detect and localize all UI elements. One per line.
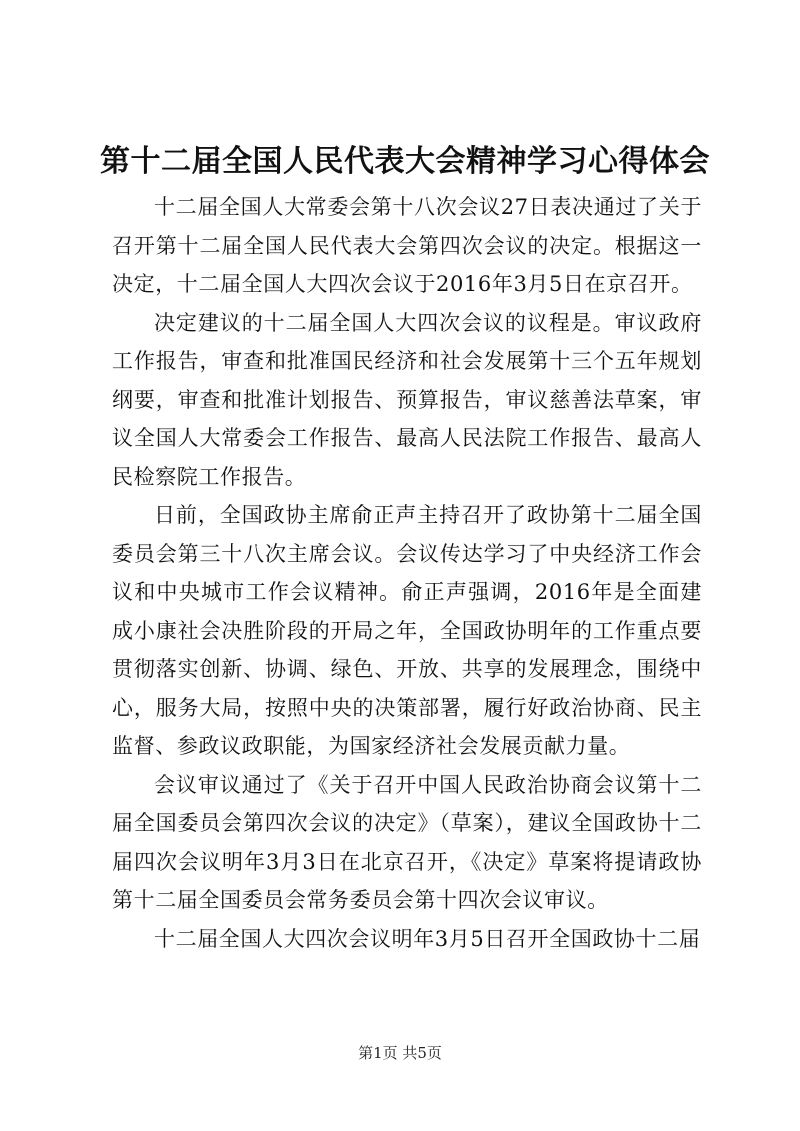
paragraph-5: 十二届全国人大四次会议明年3月5日召开全国政协十二届 — [154, 926, 701, 951]
paragraph-3: 日前，全国政协主席俞正声主持召开了政协第十二届全国委员会第三十八次主席会议。会议传达学习了中央经济工作会议和中央城市工作会议精神。俞正声强调，2016年是全面建成小康社会决胜阶段的开局之年，全国政协明年的工作重点要贯彻落实创新、协调、绿色、开放、共享的发展理念，围绕中心，服务大局，按照中央的决策部署，履行好政治协商、民主监督、参政议政职能，为国家经济社会发展贡献力量。 — [112, 503, 702, 758]
page-footer: 第1页 共5页 — [358, 1044, 442, 1062]
paragraph-2: 决定建议的十二届全国人大四次会议的议程是。审议政府工作报告，审查和批准国民经济和社会发展第十三个五年规划纲要，审查和批准计划报告、预算报告，审议慈善法草案，审议全国人大常委会工作报告、最高人民法院工作报告、最高人民检察院工作报告。 — [112, 310, 702, 489]
document-body — [112, 188, 702, 958]
paragraph-4: 会议审议通过了《关于召开中国人民政治协商会议第十二届全国委员会第四次会议的决定》（草案），建议全国政协十二届四次会议明年3月3日在北京召开，《决定》草案将提请政协第十二届全国委员会常务委员会第十四次会议审议。 — [112, 772, 702, 912]
document-title: 第十二届全国人民代表大会精神学习心得体会 — [100, 144, 710, 179]
paragraph-1: 十二届全国人大常委会第十八次会议27日表决通过了关于召开第十二届全国人民代表大会第四次会议的决定。根据这一决定，十二届全国人大四次会议于2016年3月5日在京召开。 — [112, 195, 702, 296]
